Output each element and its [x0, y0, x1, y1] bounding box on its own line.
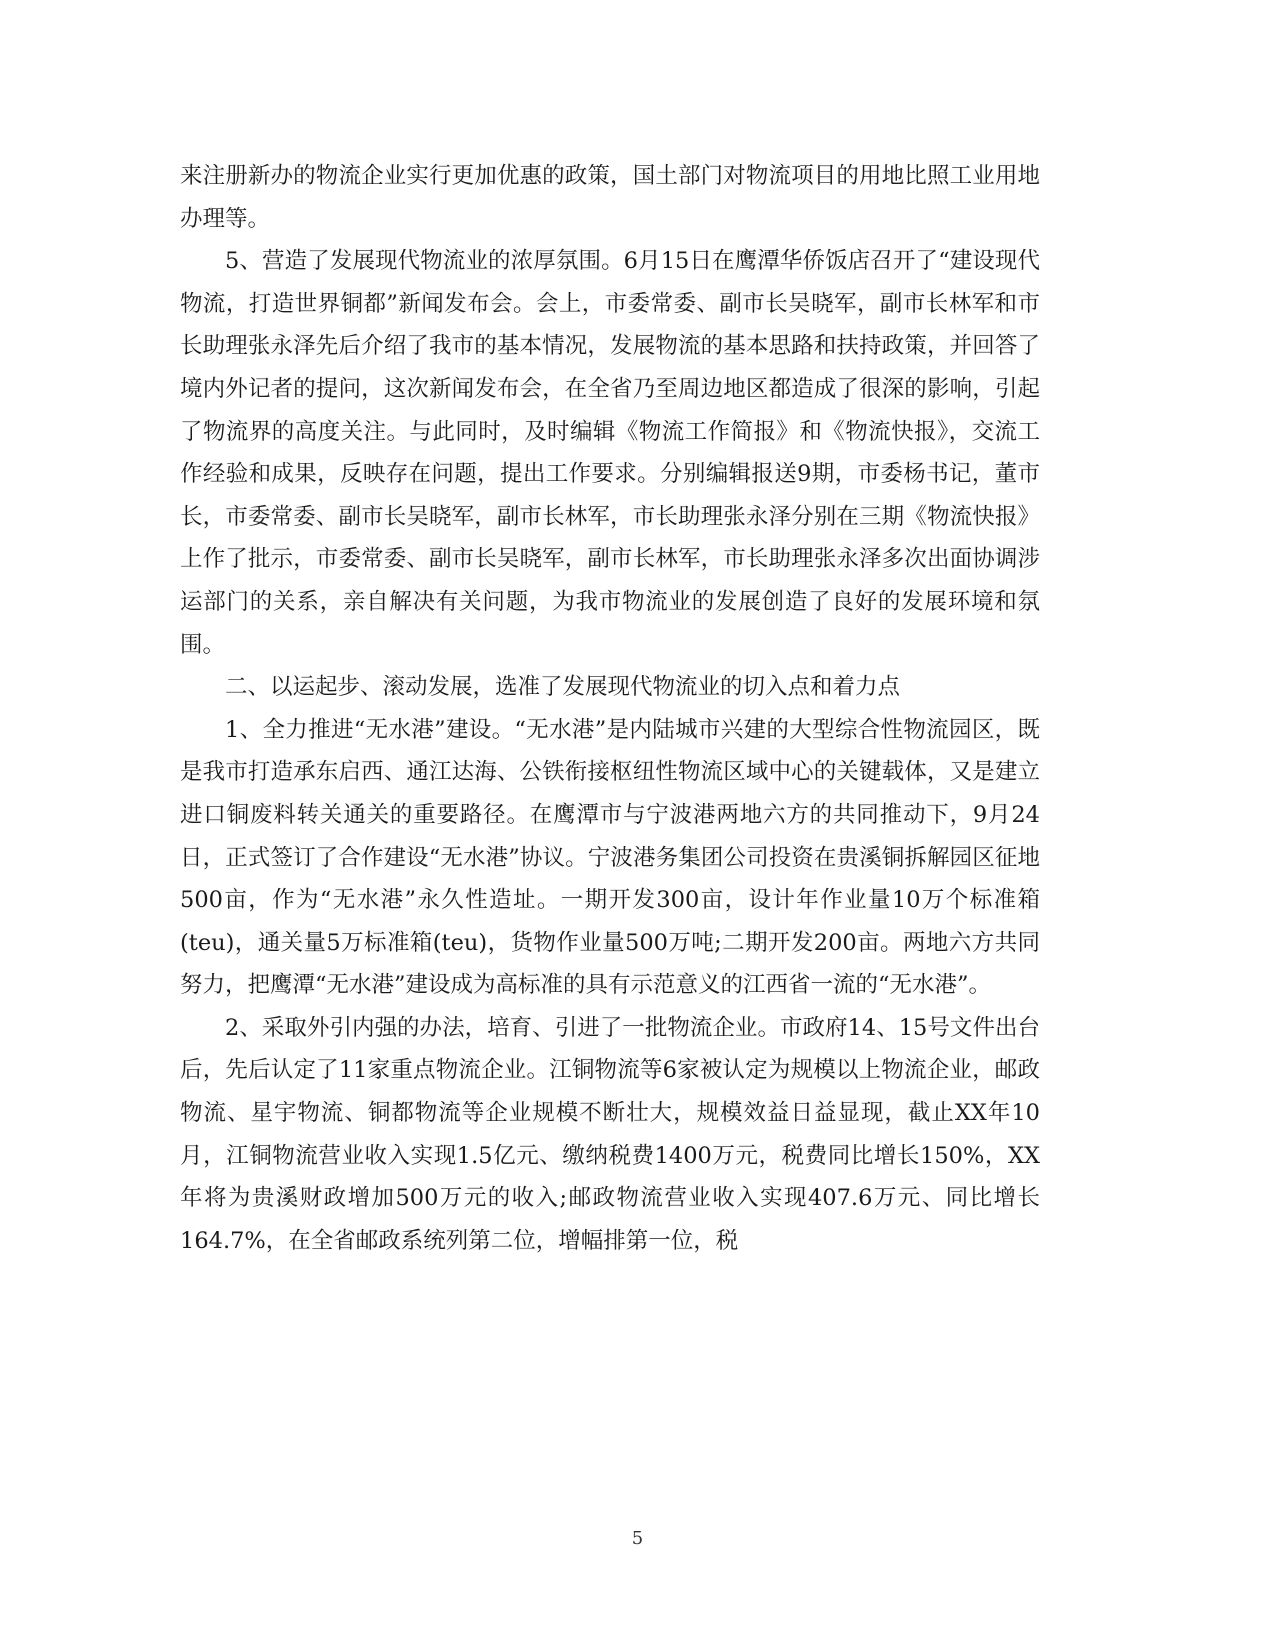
paragraph-4: 2、采取外引内强的办法，培育、引进了一批物流企业。市政府14、15号文件出台后，先后认定了11家重点物流企业。江铜物流等6家被认定为规模以上物流企业，邮政物流、星宇物流、铜都物流等企业规模不断壮大，规模效益日益显现，截止XX年10月，江铜物流营业收入实现1.5亿元、缴纳税费1400万元，税费同比增长150%，XX年将为贵溪财政增加500万元的收入;邮政物流营业收入实现407.6万元、同比增长164.7%，在全省邮政系统列第二位，增幅排第一位，税	[180, 1014, 1040, 1254]
body-text	[180, 155, 1040, 1262]
paragraph-1: 来注册新办的物流企业实行更加优惠的政策，国土部门对物流项目的用地比照工业用地办理等。	[180, 163, 1040, 232]
section-heading-2: 二、以运起步、滚动发展，选准了发展现代物流业的切入点和着力点	[225, 674, 901, 701]
paragraph-2: 5、营造了发展现代物流业的浓厚氛围。6月15日在鹰潭华侨饭店召开了“建设现代物流，打造世界铜都”新闻发布会。会上，市委常委、副市长吴晓军，副市长林军和市长助理张永泽先后介绍了我市的基本情况，发展物流的基本思路和扶持政策，并回答了境内外记者的提问，这次新闻发布会，在全省乃至周边地区都造成了很深的影响，引起了物流界的高度关注。与此同时，及时编辑《物流工作简报》和《物流快报》，交流工作经验和成果，反映存在问题，提出工作要求。分别编辑报送9期，市委杨书记，董市长，市委常委、副市长吴晓军，副市长林军，市长助理张永泽分别在三期《物流快报》上作了批示，市委常委、副市长吴晓军，副市长林军，市长助理张永泽多次出面协调涉运部门的关系，亲自解决有关问题，为我市物流业的发展创造了良好的发展环境和氛围。	[180, 248, 1040, 658]
page-number: 5	[631, 1528, 644, 1549]
paragraph-3: 1、全力推进“无水港”建设。“无水港”是内陆城市兴建的大型综合性物流园区，既是我市打造承东启西、通江达海、公铁衔接枢纽性物流区域中心的关键载体，又是建立进口铜废料转关通关的重要路径。在鹰潭市与宁波港两地六方的共同推动下，9月24日，正式签订了合作建设“无水港”协议。宁波港务集团公司投资在贵溪铜拆解园区征地500亩，作为“无水港”永久性造址。一期开发300亩，设计年作业量10万个标准箱(teu)，通关量5万标准箱(teu)，货物作业量500万吨;二期开发200亩。两地六方共同努力，把鹰潭“无水港”建设成为高标准的具有示范意义的江西省一流的“无水港”。	[180, 716, 1040, 999]
